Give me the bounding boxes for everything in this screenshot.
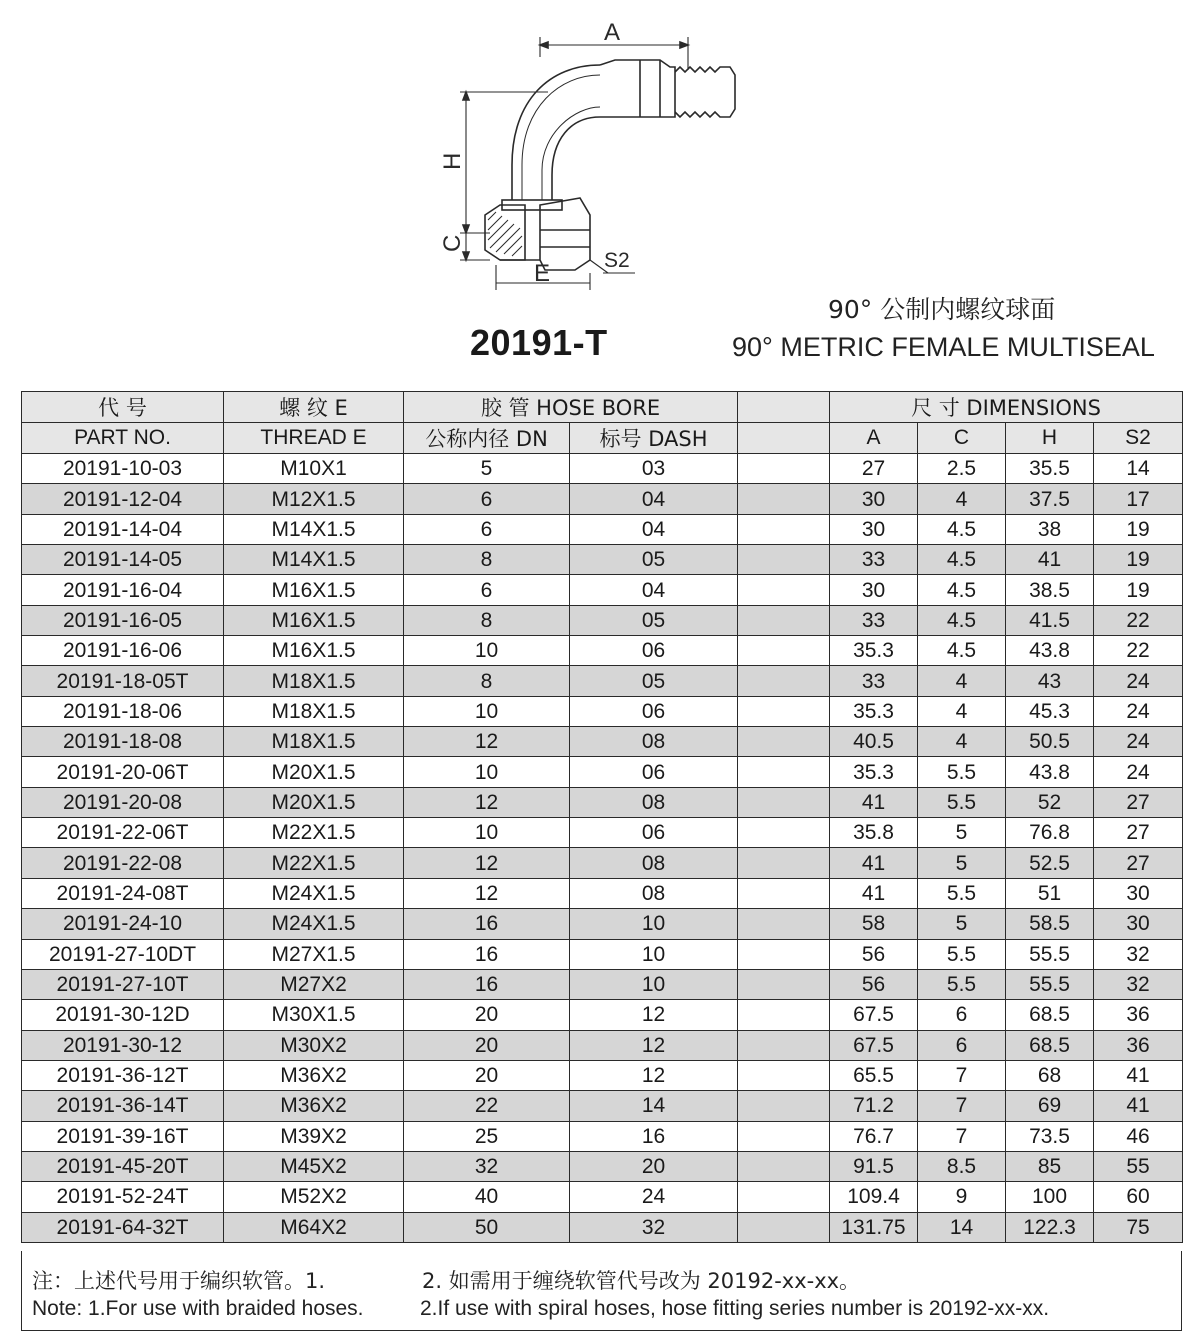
dim-s2-cell: 60: [1094, 1182, 1183, 1212]
spacer-cell: [738, 969, 830, 999]
dn-cell: 20: [404, 1030, 570, 1060]
dim-h-cell: 38: [1006, 514, 1094, 544]
dim-a-label: A: [604, 19, 621, 46]
dim-h-cell: 43: [1006, 666, 1094, 696]
note-en-2: 2.If use with spiral hoses, hose fitting series number is 20192-xx-xx.: [420, 1297, 1050, 1320]
spacer-cell: [738, 1121, 830, 1151]
dim-a-cell: 56: [830, 969, 918, 999]
dim-h-cell: 68: [1006, 1060, 1094, 1090]
dim-c-cell: 5.5: [918, 787, 1006, 817]
dim-s2-cell: 19: [1094, 545, 1183, 575]
dn-cell: 16: [404, 909, 570, 939]
part-no-cell: 20191-22-06T: [22, 818, 224, 848]
dim-c-cell: 5: [918, 818, 1006, 848]
spacer-cell: [738, 1060, 830, 1090]
dim-s2-cell: 46: [1094, 1121, 1183, 1151]
dim-c-cell: 5: [918, 848, 1006, 878]
dim-h-cell: 38.5: [1006, 575, 1094, 605]
part-series-title: 20191-T: [470, 322, 608, 363]
dim-c-cell: 4.5: [918, 575, 1006, 605]
dim-a-cell: 67.5: [830, 1030, 918, 1060]
dash-cell: 12: [570, 1000, 738, 1030]
dimension-table: [21, 391, 1183, 1243]
dn-cell: 5: [404, 454, 570, 484]
table-row: [22, 1060, 1183, 1090]
dim-s2-cell: 19: [1094, 514, 1183, 544]
dim-h-cell: 51: [1006, 878, 1094, 908]
part-no-cell: 20191-10-03: [22, 454, 224, 484]
dim-c-cell: 4.5: [918, 545, 1006, 575]
thread-cell: M64X2: [224, 1212, 404, 1242]
dim-a-cell: 35.3: [830, 636, 918, 666]
dn-cell: 12: [404, 727, 570, 757]
dim-c-cell: 5: [918, 909, 1006, 939]
thread-cell: M16X1.5: [224, 636, 404, 666]
spacer-cell: [738, 878, 830, 908]
dim-c-cell: 4: [918, 727, 1006, 757]
dim-a-cell: 71.2: [830, 1091, 918, 1121]
dn-cell: 12: [404, 848, 570, 878]
dn-cell: 10: [404, 696, 570, 726]
part-no-cell: 20191-16-04: [22, 575, 224, 605]
part-no-cell: 20191-36-12T: [22, 1060, 224, 1090]
dim-a-cell: 33: [830, 605, 918, 635]
thread-cell: M52X2: [224, 1182, 404, 1212]
dim-a-cell: 58: [830, 909, 918, 939]
dim-c-label: C: [439, 234, 466, 252]
part-no-header: PART NO.: [22, 423, 224, 454]
dash-cell: 05: [570, 666, 738, 696]
dim-c-cell: 7: [918, 1121, 1006, 1151]
dim-s2-cell: 36: [1094, 1030, 1183, 1060]
dn-cell: 25: [404, 1121, 570, 1151]
table-body: [22, 454, 1183, 1243]
dim-c-cell: 5.5: [918, 878, 1006, 908]
dim-s2-cell: 32: [1094, 969, 1183, 999]
table-row: [22, 636, 1183, 666]
dim-h-cell: 122.3: [1006, 1212, 1094, 1242]
dim-c-cell: 2.5: [918, 454, 1006, 484]
dim-c-cell: 5.5: [918, 757, 1006, 787]
dim-c-cell: 5.5: [918, 939, 1006, 969]
part-no-cell: 20191-52-24T: [22, 1182, 224, 1212]
thread-cell: M22X1.5: [224, 818, 404, 848]
thread-cell: M24X1.5: [224, 909, 404, 939]
table-row: [22, 484, 1183, 514]
dash-cell: 32: [570, 1212, 738, 1242]
spacer-cell: [738, 787, 830, 817]
part-no-cell: 20191-14-05: [22, 545, 224, 575]
table-row: [22, 878, 1183, 908]
part-no-cell: 20191-64-32T: [22, 1212, 224, 1242]
part-no-cell: 20191-24-10: [22, 909, 224, 939]
thread-header: THREAD E: [224, 423, 404, 454]
dash-cell: 10: [570, 969, 738, 999]
spacer-cell: [738, 454, 830, 484]
spacer-cell: [738, 1030, 830, 1060]
hose-bore-header: 胶 管 HOSE BORE: [404, 392, 738, 423]
spacer-cell: [738, 757, 830, 787]
thread-cell: M20X1.5: [224, 757, 404, 787]
table-row: [22, 787, 1183, 817]
table-row: [22, 575, 1183, 605]
dn-cell: 8: [404, 545, 570, 575]
dash-cell: 04: [570, 514, 738, 544]
dim-h-cell: 35.5: [1006, 454, 1094, 484]
thread-cell: M36X2: [224, 1091, 404, 1121]
table-row: [22, 909, 1183, 939]
dim-c-cell: 14: [918, 1212, 1006, 1242]
table-row: [22, 1030, 1183, 1060]
dash-cell: 08: [570, 727, 738, 757]
dim-s2-cell: 75: [1094, 1212, 1183, 1242]
spacer-cell: [738, 545, 830, 575]
part-no-cell: 20191-30-12: [22, 1030, 224, 1060]
dash-cell: 06: [570, 757, 738, 787]
dim-a-cell: 30: [830, 575, 918, 605]
dim-s2-label: S2: [604, 249, 630, 272]
dn-cell: 8: [404, 666, 570, 696]
dim-s2-cell: 55: [1094, 1151, 1183, 1181]
table-row: [22, 514, 1183, 544]
thread-cell: M30X1.5: [224, 1000, 404, 1030]
dim-s2-cell: 27: [1094, 818, 1183, 848]
spacer-cell: [738, 1212, 830, 1242]
dash-cell: 08: [570, 878, 738, 908]
spacer-cell: [738, 636, 830, 666]
dash-cell: 04: [570, 575, 738, 605]
spacer-cell: [738, 818, 830, 848]
dim-c-cell: 4: [918, 666, 1006, 696]
part-no-cell: 20191-14-04: [22, 514, 224, 544]
dash-cell: 20: [570, 1151, 738, 1181]
header-spacer: [738, 423, 830, 454]
dash-cell: 08: [570, 848, 738, 878]
dim-h-cell: 55.5: [1006, 969, 1094, 999]
thread-cell: M27X2: [224, 969, 404, 999]
thread-cell: M16X1.5: [224, 575, 404, 605]
dash-cell: 06: [570, 696, 738, 726]
dim-a-cell: 67.5: [830, 1000, 918, 1030]
dim-h-cell: 85: [1006, 1151, 1094, 1181]
thread-cell: M22X1.5: [224, 848, 404, 878]
dim-h-cell: 69: [1006, 1091, 1094, 1121]
dash-cell: 10: [570, 939, 738, 969]
dim-s2-cell: 24: [1094, 666, 1183, 696]
note-cn-1: 注：上述代号用于编织软管。1.: [32, 1269, 326, 1293]
dim-h-label: H: [439, 152, 466, 170]
spacer-cell: [738, 484, 830, 514]
dn-cell: 10: [404, 818, 570, 848]
dim-c-cell: 4.5: [918, 605, 1006, 635]
dim-h-cell: 52: [1006, 787, 1094, 817]
dimensions-header: 尺 寸 DIMENSIONS: [830, 392, 1183, 423]
dim-a-cell: 131.75: [830, 1212, 918, 1242]
dim-h-cell: 68.5: [1006, 1000, 1094, 1030]
dim-c-cell: 4.5: [918, 514, 1006, 544]
thread-cell: M30X2: [224, 1030, 404, 1060]
dim-h-cell: 43.8: [1006, 636, 1094, 666]
dim-a-cell: 41: [830, 878, 918, 908]
dash-cell: 12: [570, 1030, 738, 1060]
dim-c-cell: 6: [918, 1000, 1006, 1030]
dim-c-cell: 4: [918, 696, 1006, 726]
thread-header-cn: 螺 纹 E: [224, 392, 404, 423]
table-row: [22, 1000, 1183, 1030]
table-row: [22, 848, 1183, 878]
dn-cell: 10: [404, 636, 570, 666]
thread-cell: M27X1.5: [224, 939, 404, 969]
dash-cell: 14: [570, 1091, 738, 1121]
dash-cell: 08: [570, 787, 738, 817]
dash-cell: 03: [570, 454, 738, 484]
dim-s2-cell: 32: [1094, 939, 1183, 969]
dim-h-cell: 68.5: [1006, 1030, 1094, 1060]
dim-c-cell: 6: [918, 1030, 1006, 1060]
table-row: [22, 818, 1183, 848]
spacer-cell: [738, 727, 830, 757]
dim-h-cell: 37.5: [1006, 484, 1094, 514]
fitting-drawing: [430, 15, 810, 305]
spacer-cell: [738, 1182, 830, 1212]
dn-cell: 6: [404, 484, 570, 514]
dim-a-cell: 76.7: [830, 1121, 918, 1151]
thread-cell: M14X1.5: [224, 545, 404, 575]
spacer-cell: [738, 575, 830, 605]
part-no-cell: 20191-39-16T: [22, 1121, 224, 1151]
spacer-cell: [738, 696, 830, 726]
dash-cell: 06: [570, 818, 738, 848]
part-no-cell: 20191-18-08: [22, 727, 224, 757]
dash-cell: 16: [570, 1121, 738, 1151]
dn-cell: 16: [404, 969, 570, 999]
dim-c-cell: 7: [918, 1091, 1006, 1121]
dim-h-cell: 52.5: [1006, 848, 1094, 878]
dim-h-cell: 76.8: [1006, 818, 1094, 848]
spacer-cell: [738, 909, 830, 939]
dim-h-cell: 58.5: [1006, 909, 1094, 939]
title-english: 90° METRIC FEMALE MULTISEAL: [732, 332, 1155, 362]
part-no-cell: 20191-16-05: [22, 605, 224, 635]
dn-cell: 32: [404, 1151, 570, 1181]
part-no-cell: 20191-24-08T: [22, 878, 224, 908]
table-row: [22, 1151, 1183, 1181]
thread-cell: M16X1.5: [224, 605, 404, 635]
dn-cell: 12: [404, 787, 570, 817]
part-no-cell: 20191-20-06T: [22, 757, 224, 787]
spacer-cell: [738, 666, 830, 696]
dn-cell: 10: [404, 757, 570, 787]
spacer-cell: [738, 848, 830, 878]
table-row: [22, 666, 1183, 696]
part-no-cell: 20191-16-06: [22, 636, 224, 666]
dim-s2-header: S2: [1094, 423, 1183, 454]
dim-a-cell: 33: [830, 666, 918, 696]
note-en-1: Note: 1.For use with braided hoses.: [32, 1297, 364, 1320]
dim-c-cell: 8.5: [918, 1151, 1006, 1181]
table-row: [22, 939, 1183, 969]
part-no-cell: 20191-18-05T: [22, 666, 224, 696]
dim-c-cell: 4: [918, 484, 1006, 514]
thread-cell: M12X1.5: [224, 484, 404, 514]
table-row: [22, 1182, 1183, 1212]
dim-h-cell: 41: [1006, 545, 1094, 575]
dash-cell: 06: [570, 636, 738, 666]
table-row: [22, 545, 1183, 575]
dash-cell: 05: [570, 605, 738, 635]
dn-cell: 22: [404, 1091, 570, 1121]
table-row: [22, 1212, 1183, 1242]
dim-s2-cell: 24: [1094, 757, 1183, 787]
dim-s2-cell: 24: [1094, 727, 1183, 757]
dn-cell: 20: [404, 1000, 570, 1030]
dim-h-cell: 50.5: [1006, 727, 1094, 757]
spacer-cell: [738, 1091, 830, 1121]
dim-s2-cell: 41: [1094, 1091, 1183, 1121]
title-chinese: 90° 公制内螺纹球面: [828, 295, 1056, 324]
spacer-cell: [738, 1000, 830, 1030]
dim-c-header: C: [918, 423, 1006, 454]
notes-box: [21, 1251, 1182, 1331]
table-row: [22, 757, 1183, 787]
part-no-cell: 20191-30-12D: [22, 1000, 224, 1030]
dash-cell: 12: [570, 1060, 738, 1090]
part-no-cell: 20191-45-20T: [22, 1151, 224, 1181]
dimension-table-wrapper: [21, 391, 1182, 1243]
thread-cell: M24X1.5: [224, 878, 404, 908]
dim-a-cell: 30: [830, 484, 918, 514]
dn-cell: 6: [404, 514, 570, 544]
table-row: [22, 727, 1183, 757]
part-no-cell: 20191-20-08: [22, 787, 224, 817]
table-row: [22, 1121, 1183, 1151]
spacer-cell: [738, 1151, 830, 1181]
thread-cell: M18X1.5: [224, 696, 404, 726]
dn-cell: 8: [404, 605, 570, 635]
dn-cell: 12: [404, 878, 570, 908]
dim-a-cell: 41: [830, 787, 918, 817]
dn-header: 公称内径 DN: [404, 423, 570, 454]
dim-a-cell: 109.4: [830, 1182, 918, 1212]
dim-h-cell: 45.3: [1006, 696, 1094, 726]
part-no-cell: 20191-27-10T: [22, 969, 224, 999]
dn-cell: 16: [404, 939, 570, 969]
dim-s2-cell: 30: [1094, 909, 1183, 939]
spacer-cell: [738, 605, 830, 635]
part-no-cell: 20191-27-10DT: [22, 939, 224, 969]
thread-cell: M20X1.5: [224, 787, 404, 817]
dim-s2-cell: 41: [1094, 1060, 1183, 1090]
thread-cell: M18X1.5: [224, 727, 404, 757]
dn-cell: 50: [404, 1212, 570, 1242]
dim-h-cell: 73.5: [1006, 1121, 1094, 1151]
table-row: [22, 454, 1183, 484]
part-no-cell: 20191-22-08: [22, 848, 224, 878]
dim-s2-cell: 36: [1094, 1000, 1183, 1030]
thread-cell: M45X2: [224, 1151, 404, 1181]
thread-cell: M36X2: [224, 1060, 404, 1090]
dim-a-cell: 35.8: [830, 818, 918, 848]
part-no-cell: 20191-18-06: [22, 696, 224, 726]
dim-s2-cell: 24: [1094, 696, 1183, 726]
dn-cell: 20: [404, 1060, 570, 1090]
dim-s2-cell: 22: [1094, 636, 1183, 666]
dash-cell: 24: [570, 1182, 738, 1212]
thread-cell: M18X1.5: [224, 666, 404, 696]
dn-cell: 6: [404, 575, 570, 605]
dim-a-cell: 35.3: [830, 696, 918, 726]
dim-a-cell: 56: [830, 939, 918, 969]
dim-a-cell: 65.5: [830, 1060, 918, 1090]
dim-s2-cell: 22: [1094, 605, 1183, 635]
dim-h-header: H: [1006, 423, 1094, 454]
part-no-header-cn: 代 号: [22, 392, 224, 423]
dim-s2-cell: 17: [1094, 484, 1183, 514]
note-cn-2: 2. 如需用于缠绕软管代号改为 20192-xx-xx。: [422, 1269, 861, 1293]
dim-h-cell: 43.8: [1006, 757, 1094, 787]
dash-header: 标号 DASH: [570, 423, 738, 454]
dim-a-cell: 35.3: [830, 757, 918, 787]
table-row: [22, 1091, 1183, 1121]
dim-a-header: A: [830, 423, 918, 454]
dim-a-cell: 40.5: [830, 727, 918, 757]
spacer-cell: [738, 939, 830, 969]
dim-s2-cell: 27: [1094, 848, 1183, 878]
dim-c-cell: 7: [918, 1060, 1006, 1090]
dim-s2-cell: 30: [1094, 878, 1183, 908]
dim-h-cell: 41.5: [1006, 605, 1094, 635]
thread-cell: M14X1.5: [224, 514, 404, 544]
dim-s2-cell: 14: [1094, 454, 1183, 484]
dim-a-cell: 91.5: [830, 1151, 918, 1181]
table-row: [22, 969, 1183, 999]
dim-s2-cell: 27: [1094, 787, 1183, 817]
dn-cell: 40: [404, 1182, 570, 1212]
dim-h-cell: 100: [1006, 1182, 1094, 1212]
table-row: [22, 696, 1183, 726]
dash-cell: 10: [570, 909, 738, 939]
dim-a-cell: 30: [830, 514, 918, 544]
dim-c-cell: 9: [918, 1182, 1006, 1212]
part-no-cell: 20191-12-04: [22, 484, 224, 514]
spacer-cell: [738, 514, 830, 544]
thread-cell: M39X2: [224, 1121, 404, 1151]
dash-cell: 05: [570, 545, 738, 575]
header-spacer: [738, 392, 830, 423]
thread-cell: M10X1: [224, 454, 404, 484]
dim-e-label: E: [534, 260, 551, 287]
dim-a-cell: 27: [830, 454, 918, 484]
table-row: [22, 605, 1183, 635]
dim-s2-cell: 19: [1094, 575, 1183, 605]
part-no-cell: 20191-36-14T: [22, 1091, 224, 1121]
dim-c-cell: 4.5: [918, 636, 1006, 666]
dim-h-cell: 55.5: [1006, 939, 1094, 969]
dim-c-cell: 5.5: [918, 969, 1006, 999]
dim-a-cell: 41: [830, 848, 918, 878]
dim-a-cell: 33: [830, 545, 918, 575]
dash-cell: 04: [570, 484, 738, 514]
